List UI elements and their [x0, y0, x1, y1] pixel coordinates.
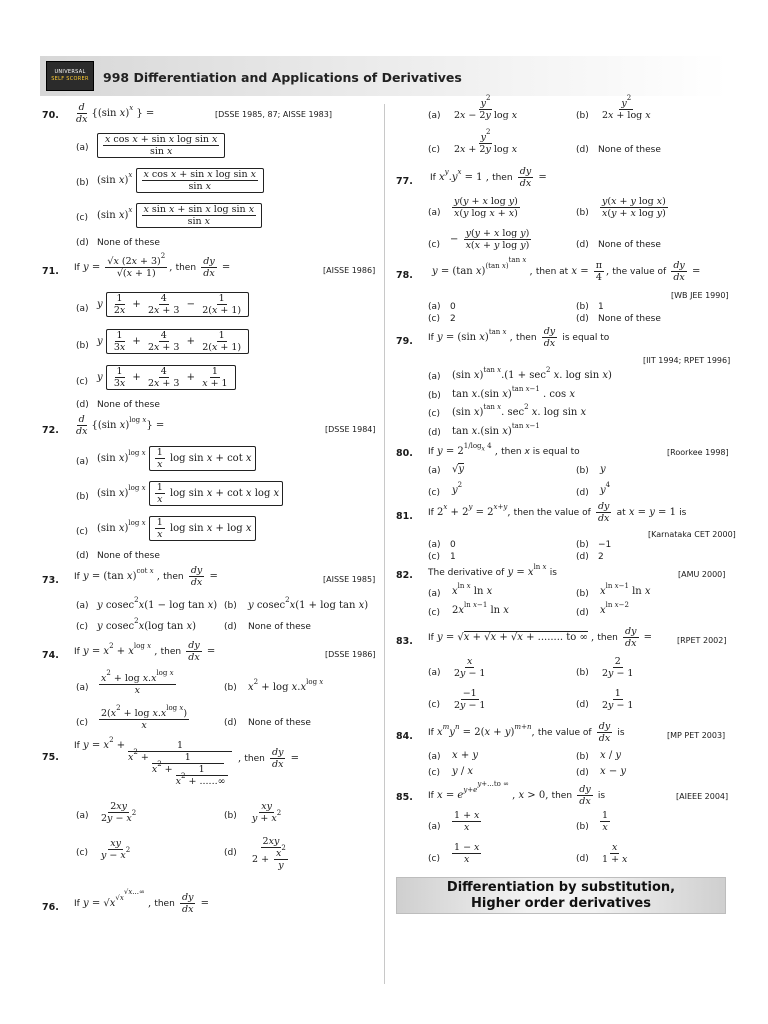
option-label: (d): [76, 400, 89, 410]
question-stem: If y = (sin x)$^{tan x}$ , then $\frac{dy}{dx}$ is equal to: [428, 326, 610, 349]
question-stem-tail: , then $\frac{dy}{dx}$ =: [238, 747, 300, 770]
option-label: (d): [224, 848, 237, 858]
option-label: (b): [224, 811, 237, 821]
option-c: $\frac{y^2}{\text{2x + 2y log x}}$: [454, 128, 518, 155]
option-b: $\frac{\text{y(x + y log x)}}{\text{x(y + x log y)}}$: [602, 196, 666, 219]
option-c: $\frac{2(x^2 + \log x.x^{log x})}{x}$: [101, 704, 188, 731]
option-a: 0: [450, 540, 456, 550]
option-label: (a): [428, 668, 441, 678]
option-label: (a): [428, 466, 441, 476]
question-number: 78.: [396, 270, 413, 281]
question-source: [Karnataka CET 2000]: [648, 530, 736, 539]
option-b: y $\frac{1}{3x}$ + $\frac{4}{2x + 3}$ + $\frac{1}{2(x + 1)}$: [97, 329, 249, 354]
option-d: None of these: [598, 240, 661, 250]
option-b: $\frac{2}{2y - 1}$: [602, 656, 634, 679]
option-b: y: [600, 464, 606, 475]
option-c: $2x^{ln x-1}$ ln x: [452, 601, 509, 616]
page-title: 998 Differentiation and Applications of Derivatives: [103, 70, 462, 85]
question-number: 77.: [396, 176, 413, 187]
option-d: 2xy 2 + $\frac{x^2}{y}$: [252, 836, 286, 871]
option-label: (d): [576, 768, 589, 778]
option-label: (c): [76, 848, 88, 858]
option-c: (sin x)$^{tan x}$. $\sec^2 x$. log sin x: [452, 403, 587, 418]
option-a: $\frac{y^2}{\text{2x − 2y log x}}$: [454, 94, 518, 121]
option-label: (a): [428, 302, 441, 312]
option-label: (b): [224, 683, 237, 693]
option-d: None of these: [598, 145, 661, 155]
option-c: $\frac{-1}{2y - 1}$: [454, 688, 486, 711]
option-label: (a): [428, 752, 441, 762]
column-divider: [384, 104, 385, 984]
logo-line1: UNIVERSAL: [54, 69, 86, 75]
option-b: (sin x)$^x$ $\frac{\text{x cos x + sin x log sin x}}{\text{sin x}}$: [97, 168, 264, 193]
question-stem: If $x = e^{y+e^{y+...to \infty}}$ , x > 0, then $\frac{dy}{dx}$ is: [428, 780, 606, 807]
option-b: tan x.(sin x)$^{tan x-1}$ . cos x: [452, 385, 575, 400]
option-label: (a): [76, 457, 89, 467]
question-stem: If $y = x^2$ +: [74, 736, 126, 751]
option-a: $\frac{x^2 + \log x.x^{log x}}{x}$: [101, 669, 174, 696]
option-label: (b): [428, 391, 441, 401]
option-label: (a): [76, 304, 89, 314]
question-stem: If y = $\frac{√x (2x + 3)^2}{√(x + 1)}$ , then $\frac{dy}{dx}$ =: [74, 252, 231, 279]
question-number: 84.: [396, 731, 413, 742]
option-c: 2: [450, 314, 456, 324]
question-source: [DSSE 1986]: [325, 650, 376, 659]
option-a: 0: [450, 302, 456, 312]
option-label: (a): [428, 822, 441, 832]
option-d: None of these: [97, 238, 160, 248]
option-label: (d): [224, 622, 237, 632]
option-b: $\frac{y^2}{\text{2x + log x}}$: [602, 94, 651, 121]
option-a: √y: [452, 464, 465, 475]
option-label: (b): [576, 752, 589, 762]
option-label: (c): [76, 213, 88, 223]
option-b: $x^2 + \log x.x^{log x}$: [248, 678, 324, 693]
option-b: x / y: [600, 750, 622, 761]
question-number: 70.: [42, 110, 59, 121]
option-a: $x^{ln x}$ ln x: [452, 582, 493, 597]
question-stem: If $y = √x^{√x^{√x...\infty}}$ , then $\frac{dy}{dx}$ =: [74, 888, 210, 915]
option-d: $y^4$: [600, 481, 611, 496]
option-c: y $\frac{1}{3x}$ + $\frac{4}{2x + 3}$ + $\frac{1}{x + 1}$: [97, 365, 236, 390]
option-label: (d): [576, 314, 589, 324]
option-label: (c): [428, 552, 440, 562]
option-a: $\frac{\text{x cos x + sin x log sin x}}{\text{sin x}}$: [97, 133, 225, 158]
question-number: 76.: [42, 902, 59, 913]
option-label: (c): [76, 718, 88, 728]
option-label: (d): [576, 608, 589, 618]
option-label: (d): [76, 238, 89, 248]
option-label: (a): [428, 589, 441, 599]
option-label: (a): [76, 143, 89, 153]
option-d: $x^{ln x-2}$: [600, 601, 629, 616]
question-source: [WB JEE 1990]: [671, 291, 729, 300]
option-d: 2: [598, 552, 604, 562]
option-d: None of these: [97, 400, 160, 410]
option-c: (sin x)$^{log x}$ $\frac{1}{x}$ log sin x + log x: [97, 516, 256, 541]
option-label: (c): [428, 608, 440, 618]
option-label: (b): [76, 492, 89, 502]
option-label: (a): [76, 601, 89, 611]
option-label: (d): [428, 428, 441, 438]
option-label: (a): [428, 540, 441, 550]
question-stem: The derivative of $y = x^{ln x}$ is: [428, 563, 557, 578]
option-label: (c): [428, 488, 440, 498]
question-number: 74.: [42, 650, 59, 661]
option-label: (c): [428, 409, 440, 419]
option-a: $\frac{x}{2y - 1}$: [454, 656, 486, 679]
option-a: $\frac{\text{y(y + x log y)}}{\text{x(y log x + x)}}$: [454, 196, 518, 219]
question-source: [RPET 2002]: [677, 636, 727, 645]
option-label: (d): [576, 854, 589, 864]
option-c: 1: [450, 552, 456, 562]
option-d: $\frac{x}{1 + x}$: [602, 842, 628, 865]
option-d: None of these: [248, 622, 311, 632]
question-stem: If $y = x^2 + x^{log x}$ , then $\frac{dy}{dx}$ =: [74, 640, 216, 663]
option-label: (b): [576, 466, 589, 476]
question-source: [AMU 2000]: [678, 570, 726, 579]
option-label: (b): [576, 589, 589, 599]
question-number: 72.: [42, 425, 59, 436]
option-d: $\frac{1}{2y - 1}$: [602, 688, 634, 711]
option-label: (b): [76, 341, 89, 351]
question-source: [AISSE 1986]: [323, 266, 376, 275]
question-source: [AIEEE 2004]: [676, 792, 729, 801]
option-label: (d): [576, 488, 589, 498]
option-c: $y^2$: [452, 481, 463, 496]
option-label: (d): [576, 700, 589, 710]
option-a: (sin x)$^{log x}$ $\frac{1}{x}$ log sin x + cot x: [97, 446, 256, 471]
option-label: (c): [428, 314, 440, 324]
option-d: None of these: [248, 718, 311, 728]
option-label: (a): [428, 372, 441, 382]
question-number: 80.: [396, 448, 413, 459]
option-label: (b): [576, 111, 589, 121]
continued-fraction: 1 $x^2$ + 1 $x^2$ + $\frac{1}{x^2 + ......\infty}$: [128, 740, 232, 787]
option-label: (c): [428, 700, 440, 710]
question-source: [IIT 1994; RPET 1996]: [643, 356, 731, 365]
option-label: (b): [576, 668, 589, 678]
question-number: 85.: [396, 792, 413, 803]
publisher-logo: [46, 61, 94, 91]
option-b: y cosec$^2$x(1 + log tan x): [248, 596, 369, 611]
option-a: x + y: [452, 750, 479, 761]
question-number: 83.: [396, 636, 413, 647]
option-label: (c): [76, 377, 88, 387]
question-stem: $\frac{d}{dx}$ {(sin x)$^x$ } =: [76, 102, 155, 125]
option-label: (b): [76, 178, 89, 188]
option-b: $\frac{xy}{y + x^2}$: [252, 801, 282, 824]
option-d: x − y: [600, 766, 627, 777]
question-stem: y = (tan x)$^{(tan x)^{tan x}}$ , then at x = $\frac{\pi}{4}$ , the value of $\frac{dy}{dx}$ =: [432, 256, 701, 283]
question-stem: If $2^x + 2^y = 2^{x+y}$, then the value of $\frac{dy}{dx}$ at x = y = 1 is: [428, 501, 687, 524]
question-stem: If $x^my^n = 2(x + y)^{m+n}$, the value of $\frac{dy}{dx}$ is: [428, 721, 625, 744]
option-b: $\frac{1}{x}$: [602, 810, 609, 833]
option-label: (c): [76, 527, 88, 537]
option-b: $x^{ln x-1}$ ln x: [600, 582, 651, 597]
question-number: 79.: [396, 336, 413, 347]
question-stem: $\frac{d}{dx}$ {(sin x)$^{log x}$} =: [76, 414, 165, 437]
option-a: y $\frac{1}{2x}$ + $\frac{4}{2x + 3}$ − $\frac{1}{2(x + 1)}$: [97, 292, 249, 317]
option-label: (d): [576, 552, 589, 562]
option-label: (c): [428, 240, 440, 250]
option-c: y / x: [452, 766, 474, 777]
section-heading: [396, 877, 726, 914]
option-a: $\frac{2xy}{2y - x^2}$: [101, 801, 137, 824]
option-label: (b): [576, 540, 589, 550]
option-label: (c): [428, 854, 440, 864]
question-number: 71.: [42, 266, 59, 277]
option-label: (a): [76, 683, 89, 693]
question-number: 81.: [396, 511, 413, 522]
question-number: 73.: [42, 575, 59, 586]
option-b: (sin x)$^{log x}$ $\frac{1}{x}$ log sin x + cot x log x: [97, 481, 283, 506]
option-a: $\frac{1 + x}{x}$: [454, 810, 480, 833]
option-a: (sin $x)^{tan x}.(1 + \sec^2 x$. log sin x): [452, 366, 612, 381]
question-number: 75.: [42, 752, 59, 763]
section-heading-line1: Differentiation by substitution,: [446, 880, 676, 895]
question-source: [Roorkee 1998]: [667, 448, 729, 457]
option-label: (a): [76, 811, 89, 821]
option-label: (c): [428, 145, 440, 155]
question-stem: If $y = 2^{1/log_x 4}$ , then x is equal to: [428, 442, 580, 457]
option-d: tan x.(sin x)$^{tan x-1}$: [452, 422, 540, 437]
question-stem: If $x^y.y^x = 1$ , then $\frac{dy}{dx}$ =: [430, 166, 547, 189]
option-d: None of these: [598, 314, 661, 324]
option-label: (d): [576, 240, 589, 250]
option-c: y cosec$^2$x(log tan x): [97, 617, 197, 632]
option-a: y cosec$^2$x(1 − log tan x): [97, 596, 218, 611]
section-heading-line2: Higher order derivatives: [471, 896, 651, 911]
option-c: − $\frac{\text{y(y + x log y)}}{\text{x(x + y log y)}}$: [450, 228, 530, 251]
option-c: $\frac{1 - x}{x}$: [454, 842, 480, 865]
option-b: 1: [598, 302, 604, 312]
option-b: −1: [598, 540, 612, 550]
option-label: (b): [576, 208, 589, 218]
question-source: [MP PET 2003]: [667, 731, 726, 740]
option-label: (d): [76, 551, 89, 561]
option-label: (b): [576, 302, 589, 312]
option-label: (d): [224, 718, 237, 728]
question-stem: If y = (tan x)$^{cot x}$ , then $\frac{dy}{dx}$ =: [74, 565, 218, 588]
question-source: [DSSE 1985, 87; AISSE 1983]: [215, 110, 332, 119]
question-number: 82.: [396, 570, 413, 581]
option-label: (b): [224, 601, 237, 611]
option-label: (b): [576, 822, 589, 832]
option-label: (c): [428, 768, 440, 778]
option-c: (sin x)$^x$ $\frac{\text{x sin x + sin x log sin x}}{\text{sin x}}$: [97, 203, 262, 228]
option-label: (a): [428, 111, 441, 121]
option-d: None of these: [97, 551, 160, 561]
question-source: [DSSE 1984]: [325, 425, 376, 434]
option-label: (c): [76, 622, 88, 632]
question-stem: If y = √x + √x + √x + ........ to ∞ , then $\frac{dy}{dx}$ =: [428, 626, 653, 649]
option-label: (d): [576, 145, 589, 155]
question-source: [AISSE 1985]: [323, 575, 376, 584]
option-c: $\frac{xy}{y - x^2}$: [101, 838, 131, 861]
logo-line2: SELF SCORER: [51, 76, 89, 82]
option-label: (a): [428, 208, 441, 218]
